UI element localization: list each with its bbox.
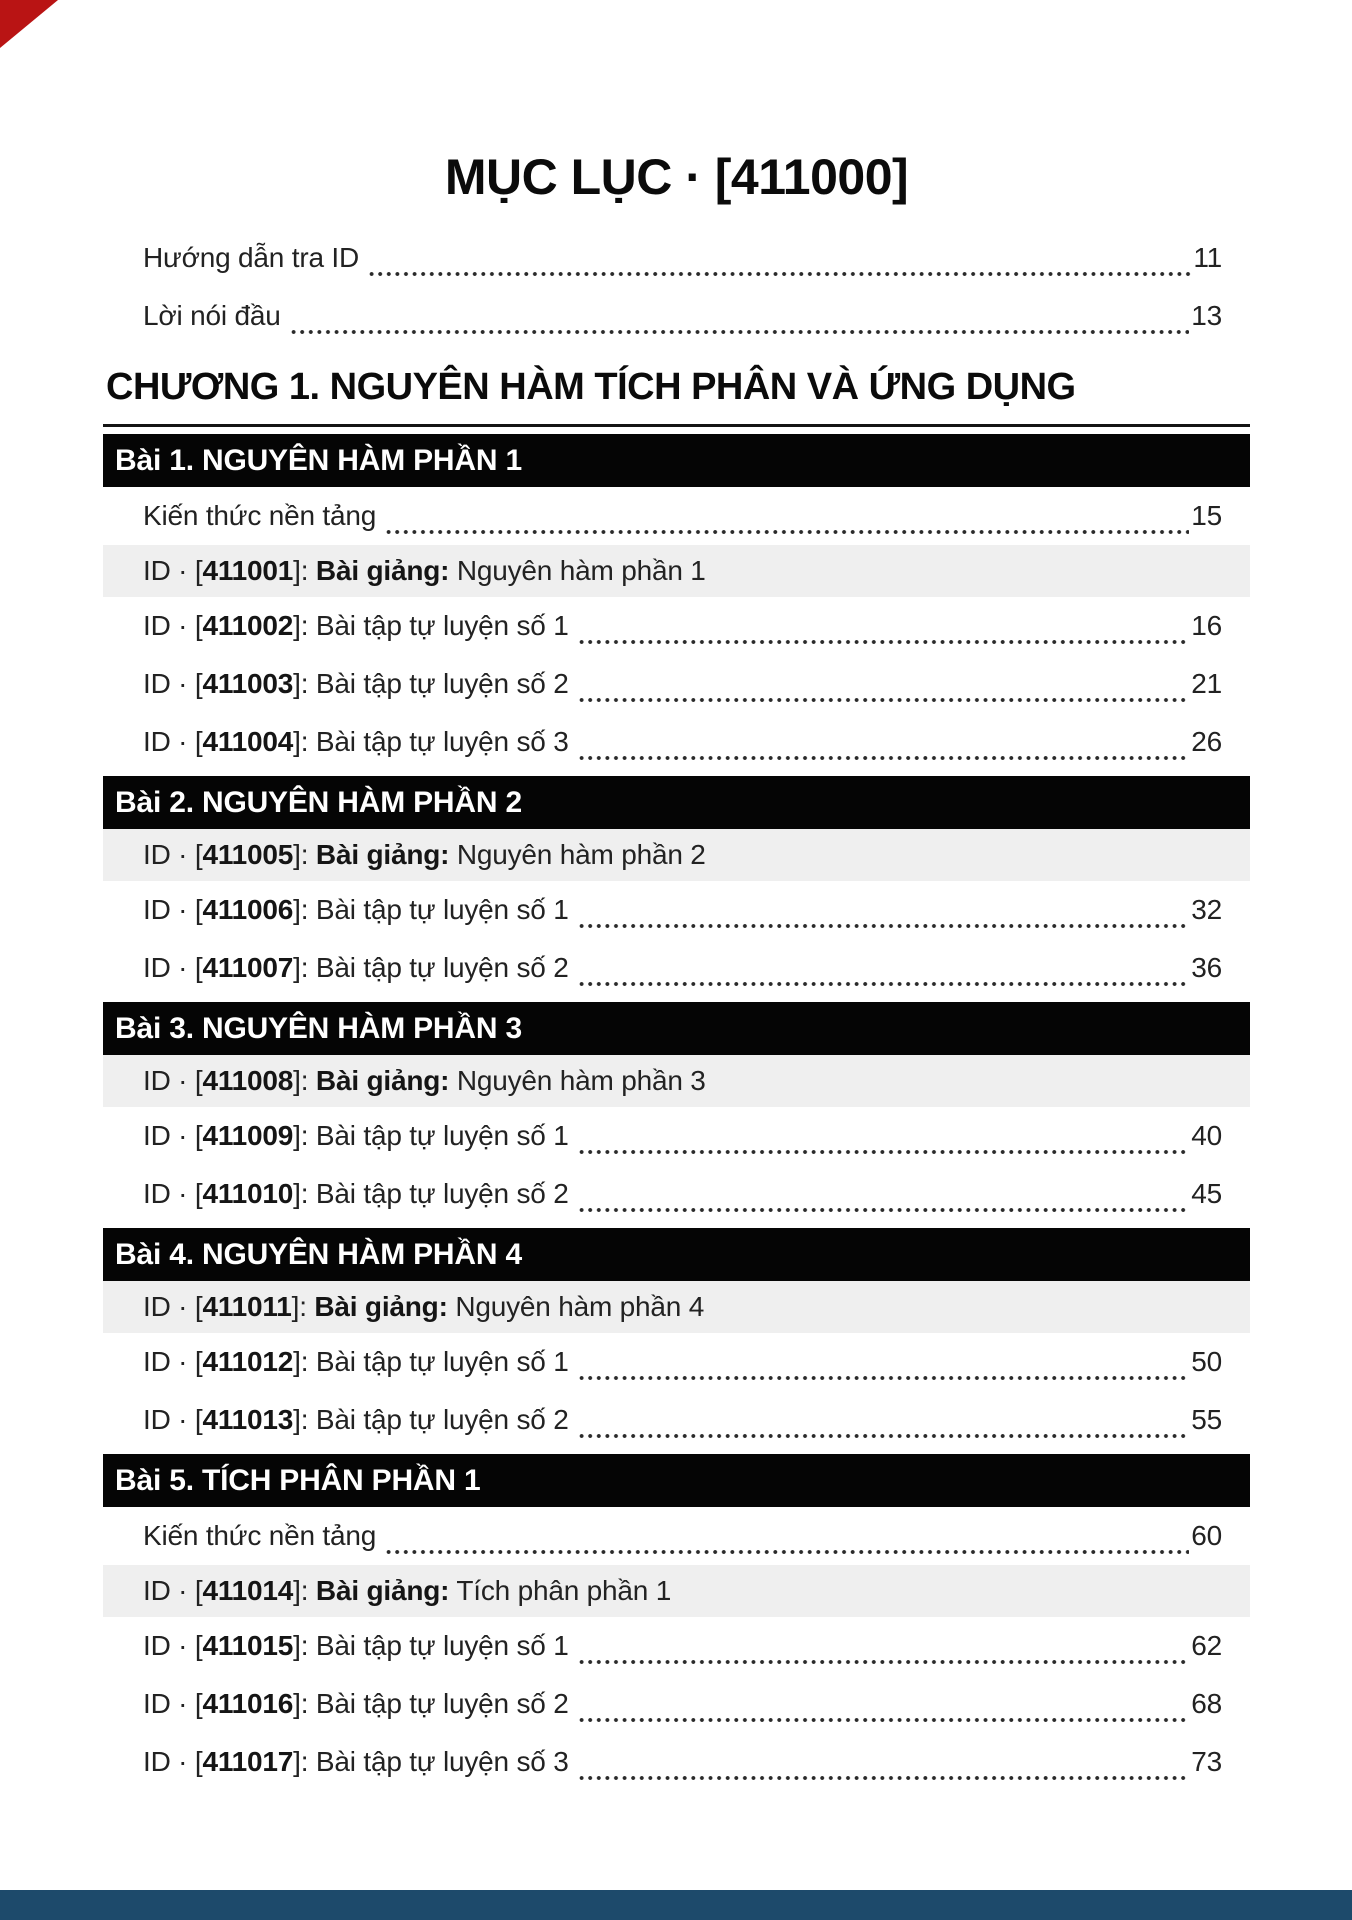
toc-row	[103, 939, 1250, 997]
dotted-leader	[579, 1207, 1190, 1213]
dotted-leader	[579, 697, 1190, 703]
dotted-leader	[579, 1149, 1190, 1155]
dotted-leader	[579, 1433, 1190, 1439]
toc-row-page: 13	[1191, 300, 1222, 331]
toc-row-id: 411012	[202, 1346, 294, 1377]
toc-row-page: 16	[1191, 610, 1222, 641]
dotted-leader	[579, 755, 1190, 761]
toc-row-title: Bài tập tự luyện số 2	[315, 668, 569, 699]
toc-row-label	[143, 1520, 376, 1552]
toc-row-id: 411004	[202, 726, 294, 757]
toc-row-label: ID · [411006]: Bài tập tự luyện số 1	[143, 894, 569, 925]
toc-row-title: Bài tập tự luyện số 2	[315, 952, 569, 983]
toc-row	[103, 1675, 1250, 1733]
toc-row-label: ID · [411009]: Bài tập tự luyện số 1	[143, 1120, 569, 1151]
toc-row-page: 68	[1191, 1688, 1222, 1719]
toc-row	[103, 1565, 1250, 1617]
toc-row-title: Bài tập tự luyện số 1	[315, 610, 569, 641]
toc-row-id: 411017	[202, 1746, 294, 1777]
toc-row-id: 411016	[202, 1688, 294, 1719]
toc-row	[103, 881, 1250, 939]
toc-row-page: 40	[1191, 1120, 1222, 1151]
toc-row	[103, 1055, 1250, 1107]
toc-row-title: Nguyên hàm phần 1	[456, 555, 706, 586]
toc-row-id: 411007	[202, 952, 294, 983]
toc-row-kind: Bài giảng:	[315, 1065, 450, 1096]
toc-row-label: ID · [411016]: Bài tập tự luyện số 2	[143, 1688, 569, 1719]
page-title: MỤC LỤC · [411000]	[444, 149, 909, 205]
toc-row	[103, 1333, 1250, 1391]
toc-row	[103, 597, 1250, 655]
toc-row-kind: Bài giảng:	[315, 1575, 450, 1606]
lesson-header-bar: Bài 3. NGUYÊN HÀM PHẦN 3	[103, 1002, 1250, 1055]
toc-row	[103, 545, 1250, 597]
toc-row-label: ID · [411015]: Bài tập tự luyện số 1	[143, 1630, 569, 1661]
toc-row-id: 411003	[202, 668, 294, 699]
toc-row-label: ID · [411014]: Bài giảng: Tích phân phần 1	[143, 1575, 672, 1606]
dotted-leader	[579, 639, 1190, 645]
toc-row-title: Nguyên hàm phần 3	[456, 1065, 706, 1096]
toc-row-id: 411015	[202, 1630, 294, 1661]
toc-row-label: ID · [411003]: Bài tập tự luyện số 2	[143, 668, 569, 699]
dotted-leader	[386, 1549, 1189, 1555]
toc-row-page: 15	[1191, 500, 1222, 531]
divider-rule	[103, 424, 1250, 427]
dotted-leader	[291, 329, 1190, 335]
dotted-leader	[386, 529, 1189, 535]
toc-row-page: 62	[1191, 1630, 1222, 1661]
toc-row-page: 45	[1191, 1178, 1222, 1209]
toc-row-label: ID · [411011]: Bài giảng: Nguyên hàm phần 4	[143, 1291, 705, 1322]
toc-row-title: Bài tập tự luyện số 1	[315, 1120, 569, 1151]
toc-row-kind: Bài giảng:	[315, 839, 450, 870]
toc-row-label: ID · [411012]: Bài tập tự luyện số 1	[143, 1346, 569, 1377]
toc-row-id: 411002	[202, 610, 294, 641]
toc-row-page: 26	[1191, 726, 1222, 757]
toc-row-id: 411013	[202, 1404, 294, 1435]
toc-row-page: 11	[1193, 242, 1222, 273]
toc-row-id: 411009	[202, 1120, 294, 1151]
toc-row-page: 60	[1191, 1520, 1222, 1551]
toc-row	[103, 1391, 1250, 1449]
dotted-leader	[579, 1717, 1190, 1723]
lesson-header-bar: Bài 4. NGUYÊN HÀM PHẦN 4	[103, 1228, 1250, 1281]
toc-row-kind: Bài giảng:	[314, 1291, 448, 1322]
toc-row-page: 21	[1191, 668, 1222, 699]
toc-row-id: 411005	[202, 839, 294, 870]
front-matter	[103, 229, 1250, 345]
chapter-heading: CHƯƠNG 1. NGUYÊN HÀM TÍCH PHÂN VÀ ỨNG DỤNG	[106, 366, 1076, 408]
toc-row-id: 411014	[202, 1575, 294, 1606]
toc-row	[103, 1107, 1250, 1165]
toc-row	[103, 229, 1250, 287]
toc-row-title: Hướng dẫn tra ID	[143, 242, 360, 273]
toc-row-label	[143, 500, 376, 532]
toc-row	[103, 829, 1250, 881]
toc-row-label: ID · [411008]: Bài giảng: Nguyên hàm phần 3	[143, 1065, 706, 1096]
lesson-header-bar: Bài 5. TÍCH PHÂN PHẦN 1	[103, 1454, 1250, 1507]
corner-ribbon-icon	[0, 0, 58, 48]
toc-row-title: Bài tập tự luyện số 1	[315, 894, 569, 925]
toc-row-id: 411011	[202, 1291, 292, 1322]
toc-row	[103, 1165, 1250, 1223]
toc-row-page: 55	[1191, 1404, 1222, 1435]
toc-row-label: ID · [411005]: Bài giảng: Nguyên hàm phần 2	[143, 839, 706, 870]
toc-row-page: 50	[1191, 1346, 1222, 1377]
dotted-leader	[579, 1375, 1190, 1381]
toc-row-id: 411006	[202, 894, 294, 925]
toc-row-title: Bài tập tự luyện số 1	[315, 1346, 569, 1377]
toc-row-title: Bài tập tự luyện số 2	[315, 1404, 569, 1435]
toc-row	[103, 287, 1250, 345]
toc-row-label: ID · [411007]: Bài tập tự luyện số 2	[143, 952, 569, 983]
toc-row-title: Bài tập tự luyện số 2	[315, 1688, 569, 1719]
dotted-leader	[579, 1659, 1190, 1665]
toc-row-label: ID · [411001]: Bài giảng: Nguyên hàm phần 1	[143, 555, 706, 586]
toc-row-title: Nguyên hàm phần 4	[455, 1291, 705, 1322]
lessons	[103, 434, 1250, 1791]
toc-row	[103, 1507, 1250, 1565]
toc-row-id: 411008	[202, 1065, 294, 1096]
toc-row-page: 36	[1191, 952, 1222, 983]
toc-row-title: Bài tập tự luyện số 3	[315, 1746, 569, 1777]
footer-bar	[0, 1890, 1352, 1920]
lesson-header-bar: Bài 2. NGUYÊN HÀM PHẦN 2	[103, 776, 1250, 829]
toc-row	[103, 713, 1250, 771]
toc-row-label: ID · [411010]: Bài tập tự luyện số 2	[143, 1178, 569, 1209]
toc-row-page: 32	[1191, 894, 1222, 925]
toc-row-title: Kiến thức nền tảng	[143, 1520, 377, 1551]
toc-row	[103, 1281, 1250, 1333]
lesson-header-bar: Bài 1. NGUYÊN HÀM PHẦN 1	[103, 434, 1250, 487]
toc-row-id: 411001	[202, 555, 294, 586]
toc-row	[103, 1617, 1250, 1675]
dotted-leader	[579, 981, 1190, 987]
toc-row	[103, 487, 1250, 545]
toc-row-title: Bài tập tự luyện số 3	[315, 726, 569, 757]
dotted-leader	[369, 271, 1191, 277]
toc-row-kind: Bài giảng:	[315, 555, 450, 586]
dotted-leader	[579, 923, 1190, 929]
toc-row-label: ID · [411004]: Bài tập tự luyện số 3	[143, 726, 569, 757]
toc-row-label: ID · [411013]: Bài tập tự luyện số 2	[143, 1404, 569, 1435]
toc-row	[103, 655, 1250, 713]
toc-row-title: Bài tập tự luyện số 1	[315, 1630, 569, 1661]
toc-row-id: 411010	[202, 1178, 294, 1209]
toc-row	[103, 1733, 1250, 1791]
toc-row-title: Bài tập tự luyện số 2	[315, 1178, 569, 1209]
toc-row-title: Nguyên hàm phần 2	[456, 839, 706, 870]
toc-row-label: ID · [411017]: Bài tập tự luyện số 3	[143, 1746, 569, 1777]
toc-row-title: Tích phân phần 1	[456, 1575, 672, 1606]
dotted-leader	[579, 1775, 1190, 1781]
toc-row-label: ID · [411002]: Bài tập tự luyện số 1	[143, 610, 569, 641]
toc-row-label	[143, 300, 281, 332]
toc-row-title: Lời nói đầu	[143, 300, 281, 331]
toc-row-label	[143, 242, 359, 274]
toc-row-page: 73	[1191, 1746, 1222, 1777]
toc-row-title: Kiến thức nền tảng	[143, 500, 377, 531]
